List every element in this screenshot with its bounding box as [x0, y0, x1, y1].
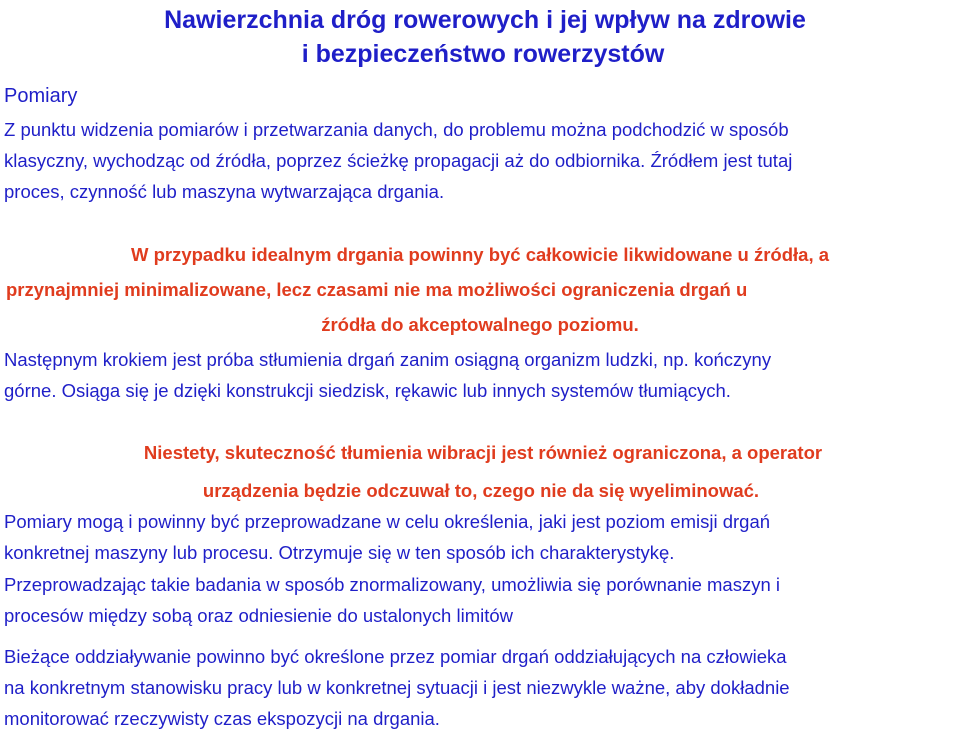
paragraph-line: przynajmniej minimalizowane, lecz czasami nie ma możliwości ograniczenia drgań u [6, 279, 748, 300]
paragraph-line: Przeprowadzając takie badania w sposób znormalizowany, umożliwia się porównanie maszyn i [4, 574, 781, 595]
paragraph-damping [4, 344, 771, 406]
paragraph-line: górne. Osiąga się je dzięki konstrukcji siedzisk, rękawic lub innych systemów tłumiących. [4, 380, 731, 401]
paragraph-line: klasyczny, wychodząc od źródła, poprzez ścieżkę propagacji aż do odbiornika. Źródłem jest tutaj [4, 150, 793, 171]
paragraph-line: W przypadku idealnym drgania powinny być całkowicie likwidowane u źródła, a [130, 244, 830, 265]
paragraph-emphasis-limits [0, 434, 960, 510]
paragraph-line: Pomiary mogą i powinny być przeprowadzane w celu określenia, jaki jest poziom emisji drgań [4, 511, 771, 532]
section-heading: Pomiary [4, 85, 78, 107]
paragraph-line: konkretnej maszyny lub procesu. Otrzymuje się w ten sposób ich charakterystykę. [4, 542, 675, 563]
paragraph-exposure [4, 641, 790, 734]
paragraph-line: na konkretnym stanowisku pracy lub w konkretnej sytuacji i jest niezwykle ważne, aby dokładnie [4, 677, 790, 698]
paragraph-line: Bieżące oddziaływanie powinno być określone przez pomiar drgań oddziałujących na człowieka [4, 646, 787, 667]
paragraph-line: Następnym krokiem jest próba stłumienia drgań zanim osiągną organizm ludzki, np. kończyny [4, 349, 772, 370]
paragraph-line: Z punktu widzenia pomiarów i przetwarzania danych, do problemu można podchodzić w sposób [4, 119, 789, 140]
paragraph-line: Niestety, skuteczność tłumienia wibracji jest również ograniczona, a operator [143, 442, 823, 463]
paragraph-line: monitorować rzeczywisty czas ekspozycji na drgania. [4, 708, 440, 729]
slide-title [0, 3, 960, 71]
paragraph-line: procesów między sobą oraz odniesienie do ustalonych limitów [4, 605, 514, 626]
paragraph-line: źródła do akceptowalnego poziomu. [321, 314, 639, 335]
paragraph-measurements [4, 506, 770, 568]
paragraph-standardized [4, 569, 780, 631]
slide-title-line-2: i bezpieczeństwo rowerzystów [301, 40, 665, 68]
paragraph-line: proces, czynność lub maszyna wytwarzająca drgania. [4, 181, 445, 202]
paragraph-line: urządzenia będzie odczuwał to, czego nie da się wyeliminować. [202, 480, 760, 501]
paragraph-intro [4, 114, 792, 207]
slide-title-line-1: Nawierzchnia dróg rowerowych i jej wpływ na zdrowie [164, 6, 806, 34]
paragraph-emphasis-source [0, 237, 960, 342]
